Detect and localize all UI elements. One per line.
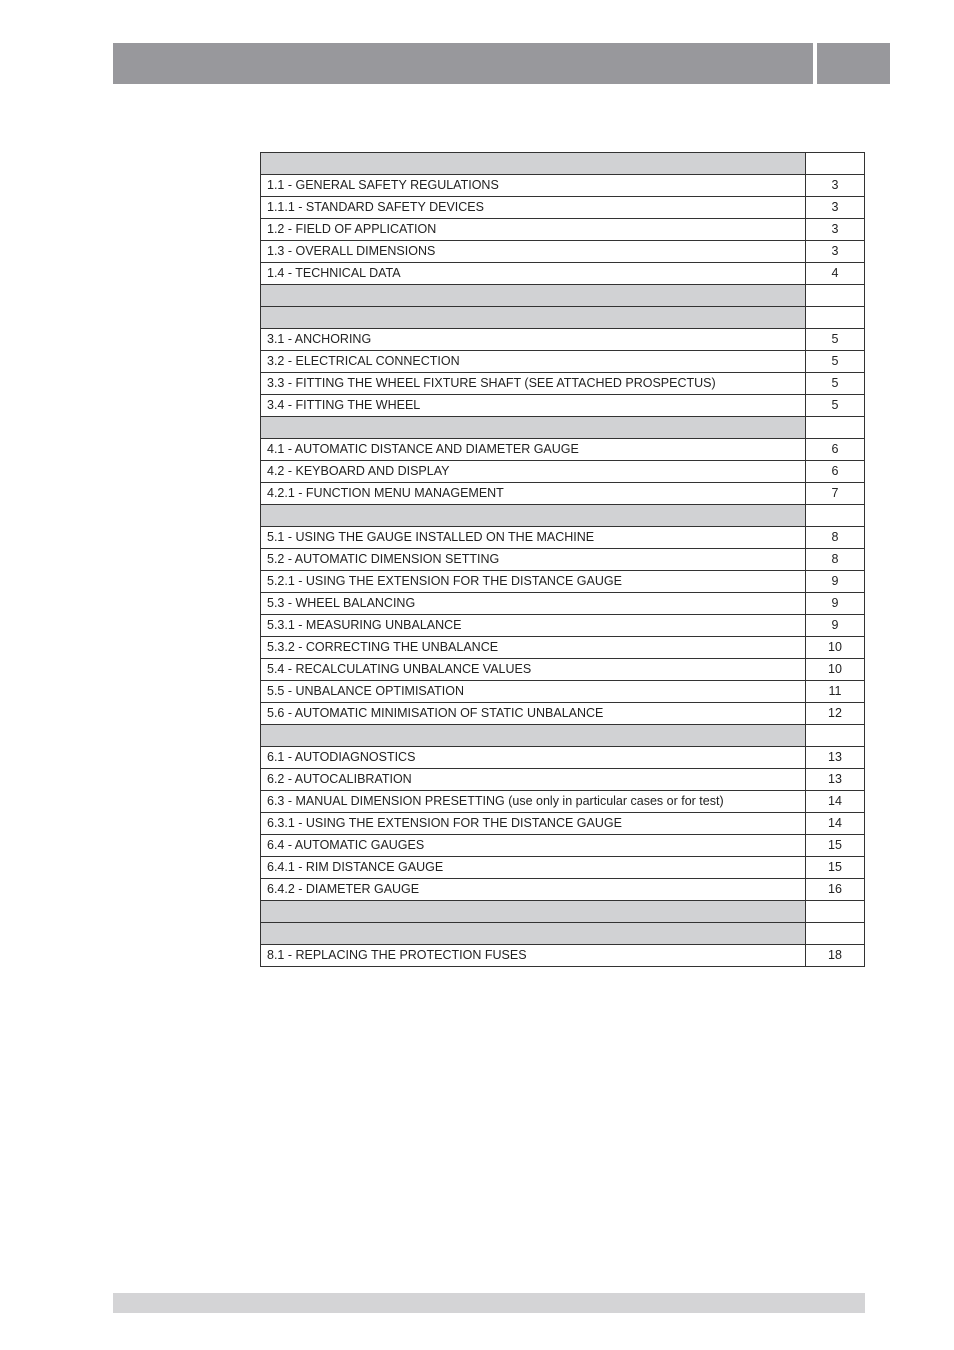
toc-page-number: 11 (828, 684, 842, 698)
toc-entry-title: 5.3.1 - MEASURING UNBALANCE (261, 615, 806, 636)
toc-entry-row (260, 461, 865, 483)
toc-entry-title: 1.4 - TECHNICAL DATA (261, 263, 806, 284)
toc-section-row (260, 417, 865, 439)
toc-page-number: 9 (831, 574, 839, 588)
toc-entry-row (260, 175, 865, 197)
toc-entry-title: 6.4 - AUTOMATIC GAUGES (261, 835, 806, 856)
toc-entry-title: 1.3 - OVERALL DIMENSIONS (261, 241, 806, 262)
toc-entry-title: 6.1 - AUTODIAGNOSTICS (261, 747, 806, 768)
toc-entry-title: 3.1 - ANCHORING (261, 329, 806, 350)
toc-entry-title (261, 153, 806, 174)
toc-entry-title: 1.1.1 - STANDARD SAFETY DEVICES (261, 197, 806, 218)
toc-page-number: 5 (831, 332, 839, 346)
toc-entry-title: 5.5 - UNBALANCE OPTIMISATION (261, 681, 806, 702)
toc-page-number: 15 (828, 860, 842, 874)
toc-entry-row (260, 769, 865, 791)
toc-entry-title: 3.3 - FITTING THE WHEEL FIXTURE SHAFT (SEE ATTACHED PROSPECTUS) (261, 373, 806, 394)
toc-entry-title: 6.2 - AUTOCALIBRATION (261, 769, 806, 790)
toc-entry-row (260, 373, 865, 395)
toc-entry-row (260, 527, 865, 549)
toc-entry-title: 5.3.2 - CORRECTING THE UNBALANCE (261, 637, 806, 658)
toc-entry-title (261, 901, 806, 922)
toc-page-number: 3 (831, 222, 839, 236)
toc-page-number (806, 285, 864, 306)
toc-entry-row (260, 483, 865, 505)
toc-entry-row (260, 571, 865, 593)
toc-page-number (806, 901, 864, 922)
toc-page-number: 3 (831, 244, 839, 258)
toc-page-number (806, 505, 864, 526)
toc-page-number: 8 (831, 530, 839, 544)
toc-entry-title: 1.2 - FIELD OF APPLICATION (261, 219, 806, 240)
toc-entry-row (260, 659, 865, 681)
toc-page-number (806, 417, 864, 438)
toc-entry-title: 5.1 - USING THE GAUGE INSTALLED ON THE MACHINE (261, 527, 806, 548)
toc-entry-row (260, 197, 865, 219)
toc-entry-title: 6.4.1 - RIM DISTANCE GAUGE (261, 857, 806, 878)
toc-entry-title: 3.4 - FITTING THE WHEEL (261, 395, 806, 416)
toc-page-number: 10 (828, 640, 842, 654)
header-bar (113, 43, 813, 84)
toc-entry-row (260, 615, 865, 637)
toc-page-number: 3 (831, 178, 839, 192)
toc-entry-row (260, 703, 865, 725)
toc-page-number (806, 923, 864, 944)
toc-page-number: 15 (828, 838, 842, 852)
toc-entry-title: 1.1 - GENERAL SAFETY REGULATIONS (261, 175, 806, 196)
toc-entry-title: 4.2 - KEYBOARD AND DISPLAY (261, 461, 806, 482)
toc-entry-title: 5.3 - WHEEL BALANCING (261, 593, 806, 614)
toc-entry-row (260, 395, 865, 417)
toc-page-number: 5 (831, 354, 839, 368)
table-of-contents (260, 152, 865, 967)
toc-entry-title (261, 505, 806, 526)
toc-entry-title: 5.6 - AUTOMATIC MINIMISATION OF STATIC UNBALANCE (261, 703, 806, 724)
toc-section-row (260, 725, 865, 747)
toc-page-number (806, 153, 864, 174)
toc-entry-row (260, 219, 865, 241)
toc-entry-row (260, 835, 865, 857)
toc-page-number: 9 (831, 596, 839, 610)
toc-entry-row (260, 263, 865, 285)
toc-entry-row (260, 329, 865, 351)
toc-page-number: 13 (828, 750, 842, 764)
toc-page-number: 16 (828, 882, 842, 896)
toc-entry-title: 5.2.1 - USING THE EXTENSION FOR THE DISTANCE GAUGE (261, 571, 806, 592)
toc-entry-row (260, 439, 865, 461)
toc-page-number: 13 (828, 772, 842, 786)
toc-page-number: 4 (831, 266, 839, 280)
toc-entry-row (260, 681, 865, 703)
toc-section-row (260, 152, 865, 175)
toc-entry-title: 6.4.2 - DIAMETER GAUGE (261, 879, 806, 900)
toc-entry-title: 5.4 - RECALCULATING UNBALANCE VALUES (261, 659, 806, 680)
toc-page-number: 6 (831, 464, 839, 478)
header-page-tab (817, 43, 890, 84)
toc-entry-title (261, 923, 806, 944)
toc-entry-row (260, 813, 865, 835)
toc-page-number: 7 (831, 486, 839, 500)
toc-section-row (260, 901, 865, 923)
toc-page-number: 18 (828, 948, 842, 962)
toc-entry-title (261, 285, 806, 306)
toc-page-number (806, 725, 864, 746)
toc-page-number: 14 (828, 794, 842, 808)
toc-page-number: 8 (831, 552, 839, 566)
toc-page-number: 5 (831, 376, 839, 390)
toc-page-number: 14 (828, 816, 842, 830)
toc-entry-row (260, 879, 865, 901)
toc-section-row (260, 505, 865, 527)
toc-entry-title: 6.3.1 - USING THE EXTENSION FOR THE DISTANCE GAUGE (261, 813, 806, 834)
toc-entry-title: 4.2.1 - FUNCTION MENU MANAGEMENT (261, 483, 806, 504)
toc-page-number: 6 (831, 442, 839, 456)
toc-entry-row (260, 593, 865, 615)
toc-section-row (260, 285, 865, 307)
toc-entry-row (260, 549, 865, 571)
toc-entry-title: 8.1 - REPLACING THE PROTECTION FUSES (261, 945, 806, 966)
toc-page-number: 3 (831, 200, 839, 214)
toc-entry-title: 4.1 - AUTOMATIC DISTANCE AND DIAMETER GAUGE (261, 439, 806, 460)
toc-entry-title (261, 725, 806, 746)
footer-bar (113, 1293, 865, 1313)
toc-section-row (260, 307, 865, 329)
toc-entry-row (260, 747, 865, 769)
toc-entry-row (260, 637, 865, 659)
toc-entry-row (260, 351, 865, 373)
toc-page-number: 12 (828, 706, 842, 720)
toc-section-row (260, 923, 865, 945)
toc-page-number: 9 (831, 618, 839, 632)
toc-entry-title (261, 417, 806, 438)
toc-entry-row (260, 857, 865, 879)
toc-entry-title: 6.3 - MANUAL DIMENSION PRESETTING (use only in particular cases or for test) (261, 791, 806, 812)
toc-entry-title: 5.2 - AUTOMATIC DIMENSION SETTING (261, 549, 806, 570)
toc-page-number: 10 (828, 662, 842, 676)
toc-page-number (806, 307, 864, 328)
toc-entry-title (261, 307, 806, 328)
toc-entry-row (260, 945, 865, 967)
toc-entry-title: 3.2 - ELECTRICAL CONNECTION (261, 351, 806, 372)
toc-entry-row (260, 241, 865, 263)
toc-page-number: 5 (831, 398, 839, 412)
toc-entry-row (260, 791, 865, 813)
